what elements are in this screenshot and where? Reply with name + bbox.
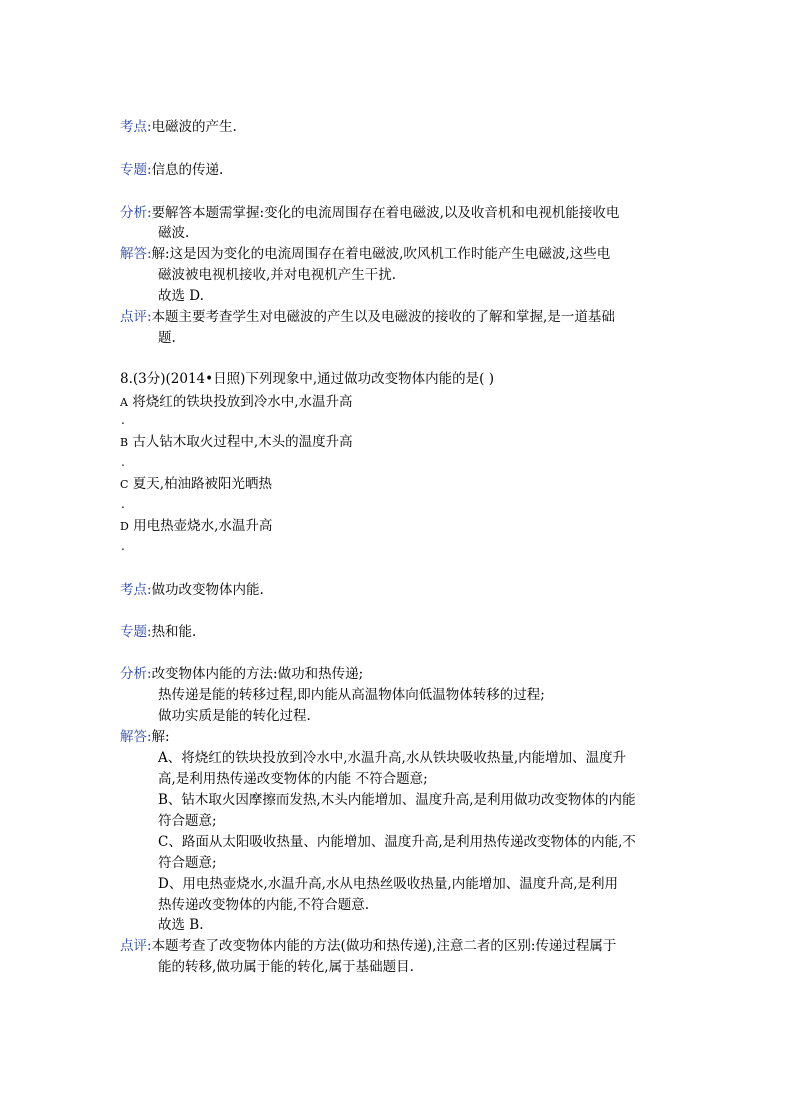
- option-text: 用电热壶烧水,水温升高: [133, 518, 273, 534]
- q8-jieda-line: 高,是利用热传递改变物体的内能 不符合题意;: [158, 771, 428, 787]
- q7-jieda: [120, 244, 610, 264]
- q7-kaodian-label: 考点:: [120, 119, 152, 135]
- q8-fenxi-line: 做功实质是能的转化过程.: [158, 708, 311, 724]
- q8-zhuanti-label: 专题:: [120, 624, 152, 640]
- q8-fenxi-line: 热传递是能的转移过程,即内能从高温物体向低温物体转移的过程;: [158, 687, 545, 703]
- q8-dianping-label: 点评:: [120, 938, 152, 954]
- q7-fenxi-line: 要解答本题需掌握:变化的电流周围存在着电磁波,以及收音机和电视机能接收电: [151, 205, 620, 221]
- q7-kaodian: [120, 117, 237, 137]
- q8-kaodian: [120, 580, 264, 600]
- q8-jieda-line: B、钻木取火因摩擦而发热,木头内能增加、温度升高,是利用做功改变物体的内能: [158, 792, 636, 808]
- q8-jieda-line: 解:: [151, 729, 170, 745]
- option-a: [120, 392, 353, 413]
- q8-zhuanti-text: 热和能.: [151, 624, 197, 640]
- q7-jieda-line: 解:这是因为变化的电流周围存在着电磁波,吹风机工作时能产生电磁波,这些电: [151, 246, 611, 262]
- q7-dianping: [120, 307, 615, 327]
- q8-jieda-line: D、用电热壶烧水,水温升高,水从电热丝吸收热量,内能增加、温度升高,是利用: [158, 876, 618, 892]
- option-d: [120, 516, 272, 537]
- option-letter: C: [120, 478, 129, 491]
- option-letter: A: [120, 396, 128, 409]
- q7-fenxi-label: 分析:: [120, 205, 152, 221]
- q8-kaodian-label: 考点:: [120, 582, 152, 598]
- q8-fenxi-line: 改变物体内能的方法:做功和热传递;: [151, 666, 364, 682]
- option-dot: .: [121, 413, 125, 427]
- q8-jieda-line: 热传递改变物体的内能,不符合题意.: [158, 897, 370, 913]
- q8-jieda: [120, 727, 170, 747]
- q8-jieda-label: 解答:: [120, 729, 152, 745]
- q8-jieda-line: C、路面从太阳吸收热量、内能增加、温度升高,是利用热传递改变物体的内能,不: [158, 834, 636, 850]
- q8-dianping-line: 能的转移,做功属于能的转化,属于基础题目.: [158, 959, 414, 975]
- option-letter: B: [120, 436, 129, 449]
- q7-zhuanti-text: 信息的传递.: [151, 162, 224, 178]
- q7-jieda-answer: 故选 D.: [158, 288, 204, 304]
- q7-zhuanti: [120, 160, 223, 180]
- option-b: [120, 432, 353, 453]
- q7-dianping-label: 点评:: [120, 309, 152, 325]
- q8-jieda-answer: 故选 B.: [158, 917, 204, 933]
- option-dot: .: [121, 497, 125, 511]
- q7-kaodian-text: 电磁波的产生.: [151, 119, 237, 135]
- option-c: [120, 474, 272, 495]
- q7-dianping-line: 题.: [158, 330, 176, 346]
- option-text: 古人钻木取火过程中,木头的温度升高: [132, 434, 353, 450]
- q7-fenxi: [120, 203, 619, 223]
- q8-dianping-line: 本题考查了改变物体内能的方法(做功和热传递),注意二者的区别:传递过程属于: [151, 938, 617, 954]
- q7-dianping-line: 本题主要考查学生对电磁波的产生以及电磁波的接收的了解和掌握,是一道基础: [151, 309, 615, 325]
- q8-fenxi: [120, 664, 363, 684]
- option-letter: D: [120, 520, 129, 533]
- q8-zhuanti: [120, 622, 196, 642]
- option-dot: .: [121, 539, 125, 553]
- q8-kaodian-text: 做功改变物体内能.: [151, 582, 264, 598]
- q8-jieda-line: 符合题意;: [158, 813, 217, 829]
- q8-stem: 8.(3分)(2014•日照)下列现象中,通过做功改变物体内能的是( ): [120, 371, 494, 387]
- q7-jieda-line: 磁波被电视机接收,并对电视机产生干扰.: [158, 267, 397, 283]
- option-dot: .: [121, 455, 125, 469]
- q7-jieda-label: 解答:: [120, 246, 152, 262]
- option-text: 将烧红的铁块投放到冷水中,水温升高: [132, 394, 353, 410]
- q8-dianping: [120, 936, 616, 956]
- q8-jieda-line: A、将烧红的铁块投放到冷水中,水温升高,水从铁块吸收热量,内能增加、温度升: [158, 750, 627, 766]
- q8-fenxi-label: 分析:: [120, 666, 152, 682]
- q7-fenxi-line: 磁波.: [158, 225, 190, 241]
- q7-zhuanti-label: 专题:: [120, 162, 152, 178]
- q8-jieda-line: 符合题意;: [158, 855, 217, 871]
- option-text: 夏天,柏油路被阳光晒热: [132, 476, 273, 492]
